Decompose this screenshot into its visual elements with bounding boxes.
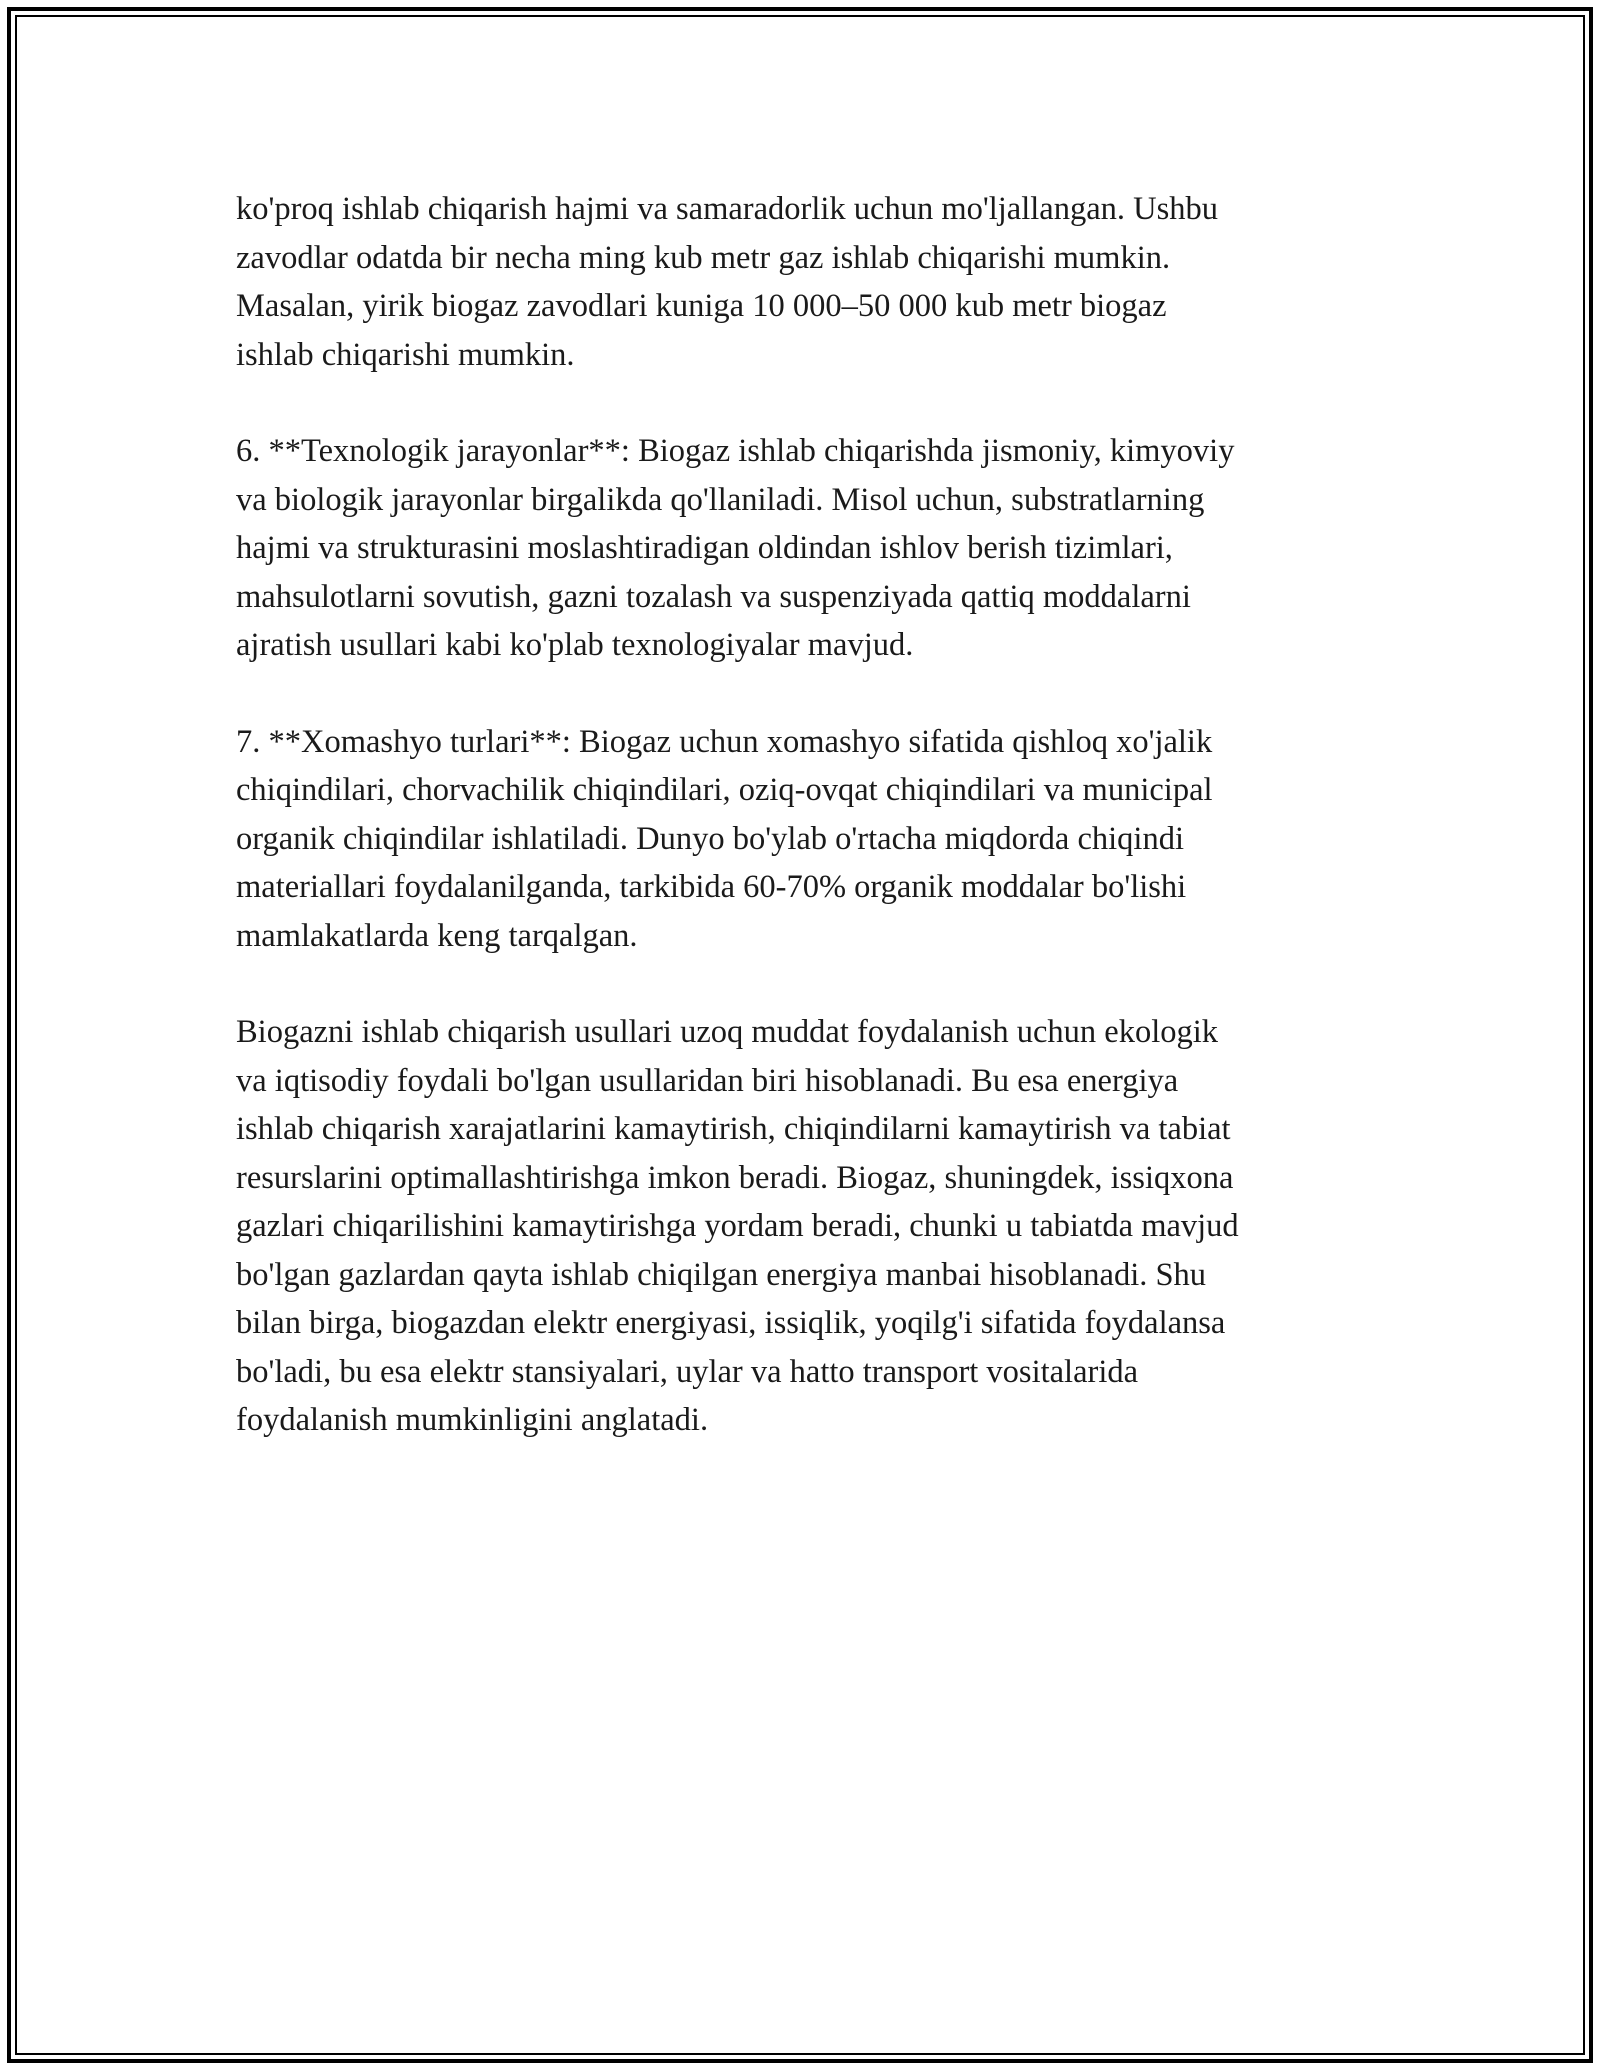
paragraph-raw-material-types: 7. **Xomashyo turlari**: Biogaz uchun xomashyo sifatida qishloq xo'jalik chiqindilari, chorvachilik chiqindilari, oziq-ovqat chiqindilari va municipal organik chiqindilar ishlatiladi. Dunyo bo'ylab o'rtacha miqdorda chiqindi materiallari foydalanilganda, tarkibida 60-70% organik moddalar bo'lishi mamlakatlarda keng tarqalgan.: [236, 723, 1213, 954]
paragraph-conclusion: Biogazni ishlab chiqarish usullari uzoq muddat foydalanish uchun ekologik va iqtisodiy foydali bo'lgan usullaridan biri hisoblanadi. Bu esa energiya ishlab chiqarish xarajatlarini kamaytirish, chiqindilarni kamaytirish va tabiat resurslarini optimallashtirishga imkon beradi. Biogaz, shuningdek, issiqxona gazlari chiqarilishini kamaytirishga yordam beradi, chunki u tabiatda mavjud bo'lgan gazlardan qayta ishlab chiqilgan energiya manbai hisoblanadi. Shu bilan birga, biogazdan elektr energiyasi, issiqlik, yoqilg'i sifatida foydalansa bo'ladi, bu esa elektr stansiyalari, uylar va hatto transport vositalarida foydalanish mumkinligini anglatadi.: [236, 1014, 1239, 1438]
paragraph-production-volume: ko'proq ishlab chiqarish hajmi va samaradorlik uchun mo'ljallangan. Ushbu zavodlar odatda bir necha ming kub metr gaz ishlab chiqarishi mumkin. Masalan, yirik biogaz zavodlari kuniga 10 000–50 000 kub metr biogaz ishlab chiqarishi mumkin.: [236, 191, 1218, 373]
document-body: [236, 185, 1386, 1493]
paragraph-technological-processes: 6. **Texnologik jarayonlar**: Biogaz ishlab chiqarishda jismoniy, kimyoviy va biologik jarayonlar birgalikda qo'llaniladi. Misol uchun, substratlarning hajmi va strukturasini moslashtiradigan oldindan ishlov berish tizimlari, mahsulotlarni sovutish, gazni tozalash va suspenziyada qattiq moddalarni ajratish usullari kabi ko'plab texnologiyalar mavjud.: [236, 433, 1235, 663]
